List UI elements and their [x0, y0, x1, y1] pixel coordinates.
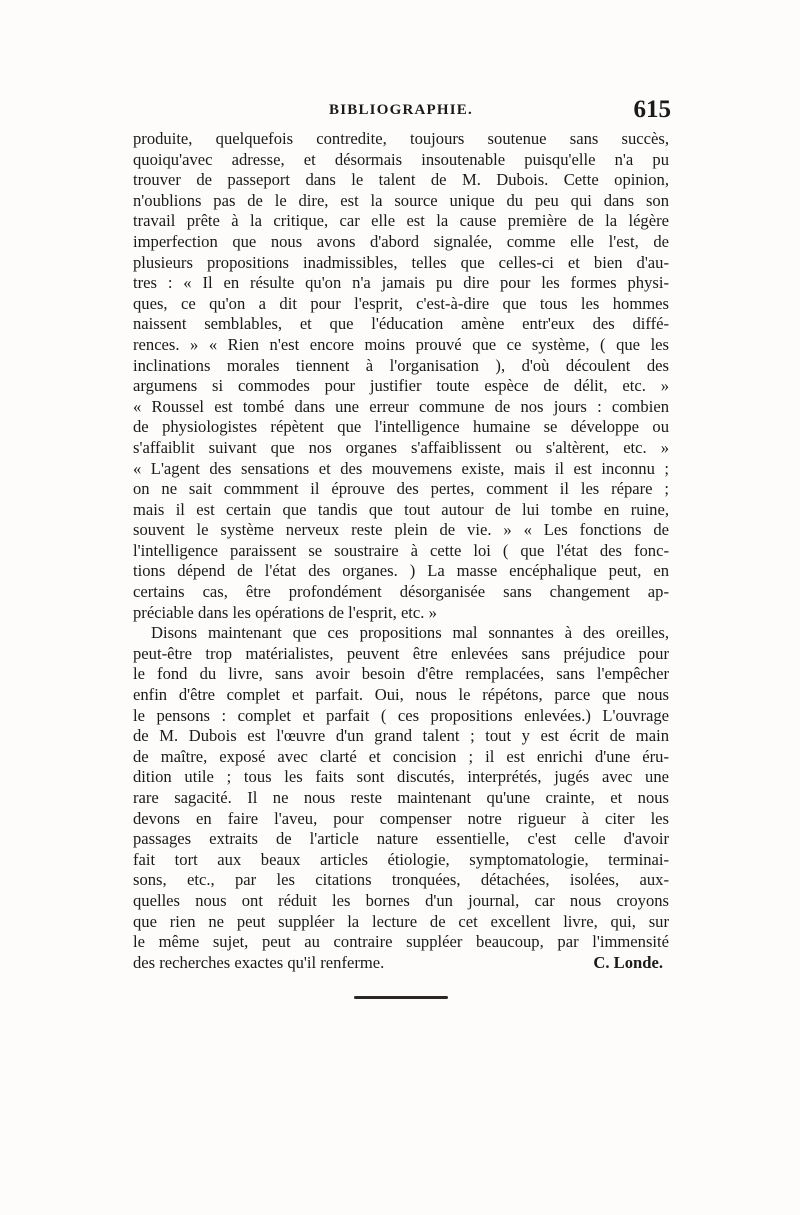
- paragraph-2: [133, 623, 669, 973]
- text-line: rences. » « Rien n'est encore moins prouvé que ce système, ( que les: [133, 334, 669, 354]
- text-line: certains cas, être profondément désorganisée sans changement ap-: [133, 582, 669, 602]
- text-line: passages extraits de l'article nature essentielle, c'est celle d'avoir: [133, 829, 669, 849]
- text-line: de physiologistes répètent que l'intelligence humaine se développe ou: [133, 417, 669, 437]
- text-line: produite, quelquefois contredite, toujours soutenue sans succès,: [133, 129, 669, 148]
- text-line: ques, ce qu'on a dit pour l'esprit, c'est-à-dire que tous les hommes: [133, 293, 669, 313]
- text-line: Disons maintenant que ces propositions mal sonnantes à des oreilles,: [151, 623, 669, 643]
- paragraph-1: [133, 129, 669, 623]
- text-line: plusieurs propositions inadmissibles, telles que celles-ci et bien d'au-: [133, 252, 669, 272]
- text-line: peut-être trop matérialistes, peuvent être enlevées sans préjudice pour: [133, 643, 669, 663]
- text-line: s'affaiblit suivant que nos organes s'affaiblissent ou s'altèrent, etc. »: [133, 437, 669, 457]
- page-number: 615: [633, 96, 671, 123]
- text-line: quelles nous ont réduit les bornes d'un journal, car nous croyons: [133, 890, 669, 910]
- closing-line: [133, 953, 669, 974]
- text-line: inclinations morales tiennent à l'organisation ), d'où découlent des: [133, 355, 669, 375]
- text-line: le même sujet, peut au contraire suppléer beaucoup, par l'immensité: [133, 932, 669, 952]
- text-line: n'oublions pas de le dire, est la source unique du peu qui dans son: [133, 190, 669, 210]
- text-line: rare sagacité. Il ne nous reste maintenant qu'une crainte, et nous: [133, 788, 669, 807]
- text-line: tions dépend de l'état des organes. ) La masse encéphalique peut, en: [133, 561, 669, 581]
- closing-rule: [354, 996, 448, 999]
- body-text: [133, 129, 669, 973]
- text-line: « L'agent des sensations et des mouvemens existe, mais il est inconnu ;: [133, 458, 669, 478]
- text-line: tres : « Il en résulte qu'on n'a jamais pu dire pour les formes physi-: [133, 273, 669, 293]
- text-line: « Roussel est tombé dans une erreur commune de nos jours : combien: [133, 396, 669, 416]
- text-line: des recherches exactes qu'il renferme.: [133, 952, 385, 972]
- running-title: BIBLIOGRAPHIE.: [329, 102, 473, 118]
- text-line: le fond du livre, sans avoir besoin d'être remplacées, sans l'empêcher: [133, 664, 669, 684]
- text-line: mais il est certain que tandis que tout autour de lui tombe en ruine,: [133, 499, 669, 519]
- text-line: préciable dans les opérations de l'esprit, etc. »: [133, 602, 437, 622]
- text-line: argumens si commodes pour justifier toute espèce de délit, etc. »: [133, 376, 669, 396]
- text-line: le pensons : complet et parfait ( ces propositions enlevées.) L'ouvrage: [133, 705, 669, 725]
- text-line: imperfection que nous avons d'abord signalée, comme elle l'est, de: [133, 231, 669, 251]
- text-line: souvent le système nerveux reste plein de vie. » « Les fonctions de: [133, 520, 669, 540]
- text-line: l'intelligence paraissent se soustraire à cette loi ( que l'état des fonc-: [133, 540, 669, 560]
- text-line: sons, etc., par les citations tronquées, détachées, isolées, aux-: [133, 870, 669, 890]
- text-line: de maître, exposé avec clarté et concision ; il est enrichi d'une éru-: [133, 746, 669, 766]
- text-line: on ne sait commment il éprouve des pertes, comment il les répare ;: [133, 479, 669, 499]
- running-head: [131, 96, 671, 126]
- text-line: quoiqu'avec adresse, et désormais insoutenable puisqu'elle n'a pu: [133, 149, 669, 169]
- text-line: trouver de passeport dans le talent de M. Dubois. Cette opinion,: [133, 170, 669, 190]
- text-line: naissent semblables, et que l'éducation amène entr'eux des diffé-: [133, 314, 669, 334]
- text-line: devons en faire l'aveu, pour compenser notre rigueur à citer les: [133, 808, 669, 828]
- author-signature: C. Londe.: [593, 952, 663, 972]
- text-line: que rien ne peut suppléer la lecture de cet excellent livre, qui, sur: [133, 911, 669, 931]
- text-line: enfin d'être complet et parfait. Oui, nous le répétons, parce que nous: [133, 685, 669, 705]
- text-line: de M. Dubois est l'œuvre d'un grand talent ; tout y est écrit de main: [133, 726, 669, 746]
- text-line: dition utile ; tous les faits sont discutés, interprétés, jugés avec une: [133, 767, 669, 787]
- text-line: travail prête à la critique, car elle est la cause première de la légère: [133, 211, 669, 231]
- text-line: fait tort aux beaux articles étiologie, symptomatologie, terminai-: [133, 849, 669, 869]
